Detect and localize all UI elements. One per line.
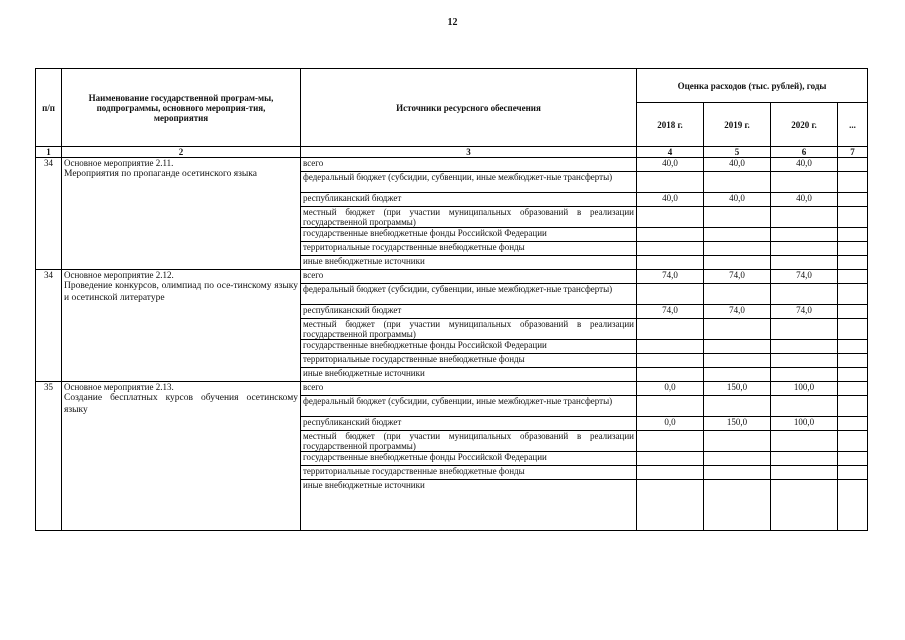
measure-code: Основное мероприятие 2.13. — [64, 382, 174, 392]
value-cell: 150,0 — [704, 382, 771, 396]
source-label: иные внебюджетные источники — [301, 368, 637, 382]
value-cell — [838, 452, 868, 466]
value-cell: 74,0 — [637, 305, 704, 319]
source-label: местный бюджет (при участии муниципальных образований в реализации государственной программы) — [301, 431, 637, 452]
value-cell — [704, 284, 771, 305]
value-cell — [838, 368, 868, 382]
source-label: всего — [301, 270, 637, 284]
value-cell — [771, 340, 838, 354]
source-label: территориальные государственные внебюджетные фонды — [301, 466, 637, 480]
value-cell: 74,0 — [704, 305, 771, 319]
value-cell — [838, 354, 868, 368]
value-cell — [637, 319, 704, 340]
value-cell — [771, 354, 838, 368]
value-cell — [838, 242, 868, 256]
value-cell — [637, 466, 704, 480]
value-cell: 0,0 — [637, 382, 704, 396]
value-cell — [771, 172, 838, 193]
value-cell: 74,0 — [637, 270, 704, 284]
header-year-2019: 2019 г. — [704, 103, 771, 147]
value-cell — [704, 466, 771, 480]
value-cell — [637, 480, 704, 531]
value-cell — [637, 207, 704, 228]
header-estimate: Оценка расходов (тыс. рублей), годы — [637, 69, 868, 103]
value-cell — [838, 340, 868, 354]
value-cell — [704, 242, 771, 256]
measure-title: Мероприятия по пропаганде осетинского языка — [64, 169, 257, 179]
table-row — [36, 270, 868, 284]
source-label: территориальные государственные внебюджетные фонды — [301, 242, 637, 256]
value-cell — [637, 284, 704, 305]
header-sources: Источники ресурсного обеспечения — [301, 69, 637, 147]
source-label: государственные внебюджетные фонды Российской Федерации — [301, 340, 637, 354]
value-cell — [704, 480, 771, 531]
value-cell — [838, 417, 868, 431]
value-cell: 100,0 — [771, 417, 838, 431]
measure-number: 35 — [36, 382, 62, 531]
value-cell — [704, 452, 771, 466]
column-number: 6 — [771, 147, 838, 158]
value-cell — [704, 256, 771, 270]
source-label: государственные внебюджетные фонды Российской Федерации — [301, 228, 637, 242]
value-cell — [637, 256, 704, 270]
value-cell — [771, 284, 838, 305]
page-number: 12 — [447, 17, 458, 28]
value-cell — [838, 207, 868, 228]
value-cell — [637, 452, 704, 466]
value-cell: 0,0 — [637, 417, 704, 431]
value-cell — [771, 396, 838, 417]
table-row — [36, 382, 868, 396]
measure-code: Основное мероприятие 2.11. — [64, 158, 174, 168]
value-cell — [838, 382, 868, 396]
value-cell — [771, 368, 838, 382]
value-cell — [637, 368, 704, 382]
value-cell — [704, 431, 771, 452]
source-label: республиканский бюджет — [301, 305, 637, 319]
value-cell — [838, 158, 868, 172]
source-label: федеральный бюджет (субсидии, субвенции, иные межбюджет-ные трансферты) — [301, 284, 637, 305]
value-cell — [637, 431, 704, 452]
value-cell — [704, 172, 771, 193]
source-label: государственные внебюджетные фонды Российской Федерации — [301, 452, 637, 466]
value-cell — [838, 466, 868, 480]
value-cell — [637, 228, 704, 242]
header-year-2018: 2018 г. — [637, 103, 704, 147]
value-cell — [704, 228, 771, 242]
budget-table — [35, 68, 868, 531]
value-cell — [637, 354, 704, 368]
value-cell — [704, 340, 771, 354]
column-number: 2 — [62, 147, 301, 158]
value-cell — [704, 368, 771, 382]
value-cell — [838, 256, 868, 270]
source-label: федеральный бюджет (субсидии, субвенции, иные межбюджет-ные трансферты) — [301, 172, 637, 193]
column-number: 4 — [637, 147, 704, 158]
value-cell: 74,0 — [771, 270, 838, 284]
measure-number: 34 — [36, 158, 62, 270]
value-cell — [637, 242, 704, 256]
value-cell: 40,0 — [637, 158, 704, 172]
measure-code: Основное мероприятие 2.12. — [64, 270, 174, 280]
value-cell: 74,0 — [704, 270, 771, 284]
value-cell — [838, 228, 868, 242]
header-num: п/п — [36, 69, 62, 147]
value-cell: 40,0 — [771, 158, 838, 172]
value-cell — [838, 193, 868, 207]
column-number: 5 — [704, 147, 771, 158]
measure-title: Создание бесплатных курсов обучения осетинскому языку — [64, 393, 298, 415]
value-cell: 40,0 — [704, 193, 771, 207]
value-cell — [838, 305, 868, 319]
source-label: республиканский бюджет — [301, 193, 637, 207]
value-cell — [771, 480, 838, 531]
value-cell: 74,0 — [771, 305, 838, 319]
source-label: местный бюджет (при участии муниципальных образований в реализации государственной программы) — [301, 207, 637, 228]
value-cell — [838, 396, 868, 417]
measure-name — [62, 382, 301, 531]
value-cell — [637, 396, 704, 417]
value-cell — [838, 319, 868, 340]
value-cell — [771, 207, 838, 228]
column-number: 3 — [301, 147, 637, 158]
value-cell — [704, 319, 771, 340]
value-cell — [771, 228, 838, 242]
value-cell — [771, 256, 838, 270]
value-cell — [704, 396, 771, 417]
source-label: местный бюджет (при участии муниципальных образований в реализации государственной программы) — [301, 319, 637, 340]
value-cell — [771, 452, 838, 466]
value-cell: 150,0 — [704, 417, 771, 431]
measure-number: 34 — [36, 270, 62, 382]
value-cell — [838, 270, 868, 284]
value-cell — [838, 480, 868, 531]
header-name: Наименование государственной програм-мы, подпрограммы, основного мероприя-тия, мероприятия — [62, 69, 301, 147]
value-cell — [838, 172, 868, 193]
value-cell — [637, 172, 704, 193]
measure-name — [62, 158, 301, 270]
value-cell: 40,0 — [771, 193, 838, 207]
measure-title: Проведение конкурсов, олимпиад по осе-тинскому языку и осетинской литературе — [64, 281, 298, 303]
value-cell: 100,0 — [771, 382, 838, 396]
source-label: иные внебюджетные источники — [301, 480, 637, 531]
value-cell: 40,0 — [704, 158, 771, 172]
value-cell — [771, 431, 838, 452]
source-label: республиканский бюджет — [301, 417, 637, 431]
source-label: территориальные государственные внебюджетные фонды — [301, 354, 637, 368]
value-cell: 40,0 — [637, 193, 704, 207]
header-year-more: ... — [838, 103, 868, 147]
source-label: всего — [301, 158, 637, 172]
table-row — [36, 158, 868, 172]
value-cell — [838, 284, 868, 305]
value-cell — [704, 207, 771, 228]
column-number: 7 — [838, 147, 868, 158]
value-cell — [771, 466, 838, 480]
value-cell — [838, 431, 868, 452]
source-label: иные внебюджетные источники — [301, 256, 637, 270]
source-label: федеральный бюджет (субсидии, субвенции, иные межбюджет-ные трансферты) — [301, 396, 637, 417]
value-cell — [771, 242, 838, 256]
column-number: 1 — [36, 147, 62, 158]
measure-name — [62, 270, 301, 382]
value-cell — [637, 340, 704, 354]
value-cell — [771, 319, 838, 340]
header-year-2020: 2020 г. — [771, 103, 838, 147]
source-label: всего — [301, 382, 637, 396]
value-cell — [704, 354, 771, 368]
